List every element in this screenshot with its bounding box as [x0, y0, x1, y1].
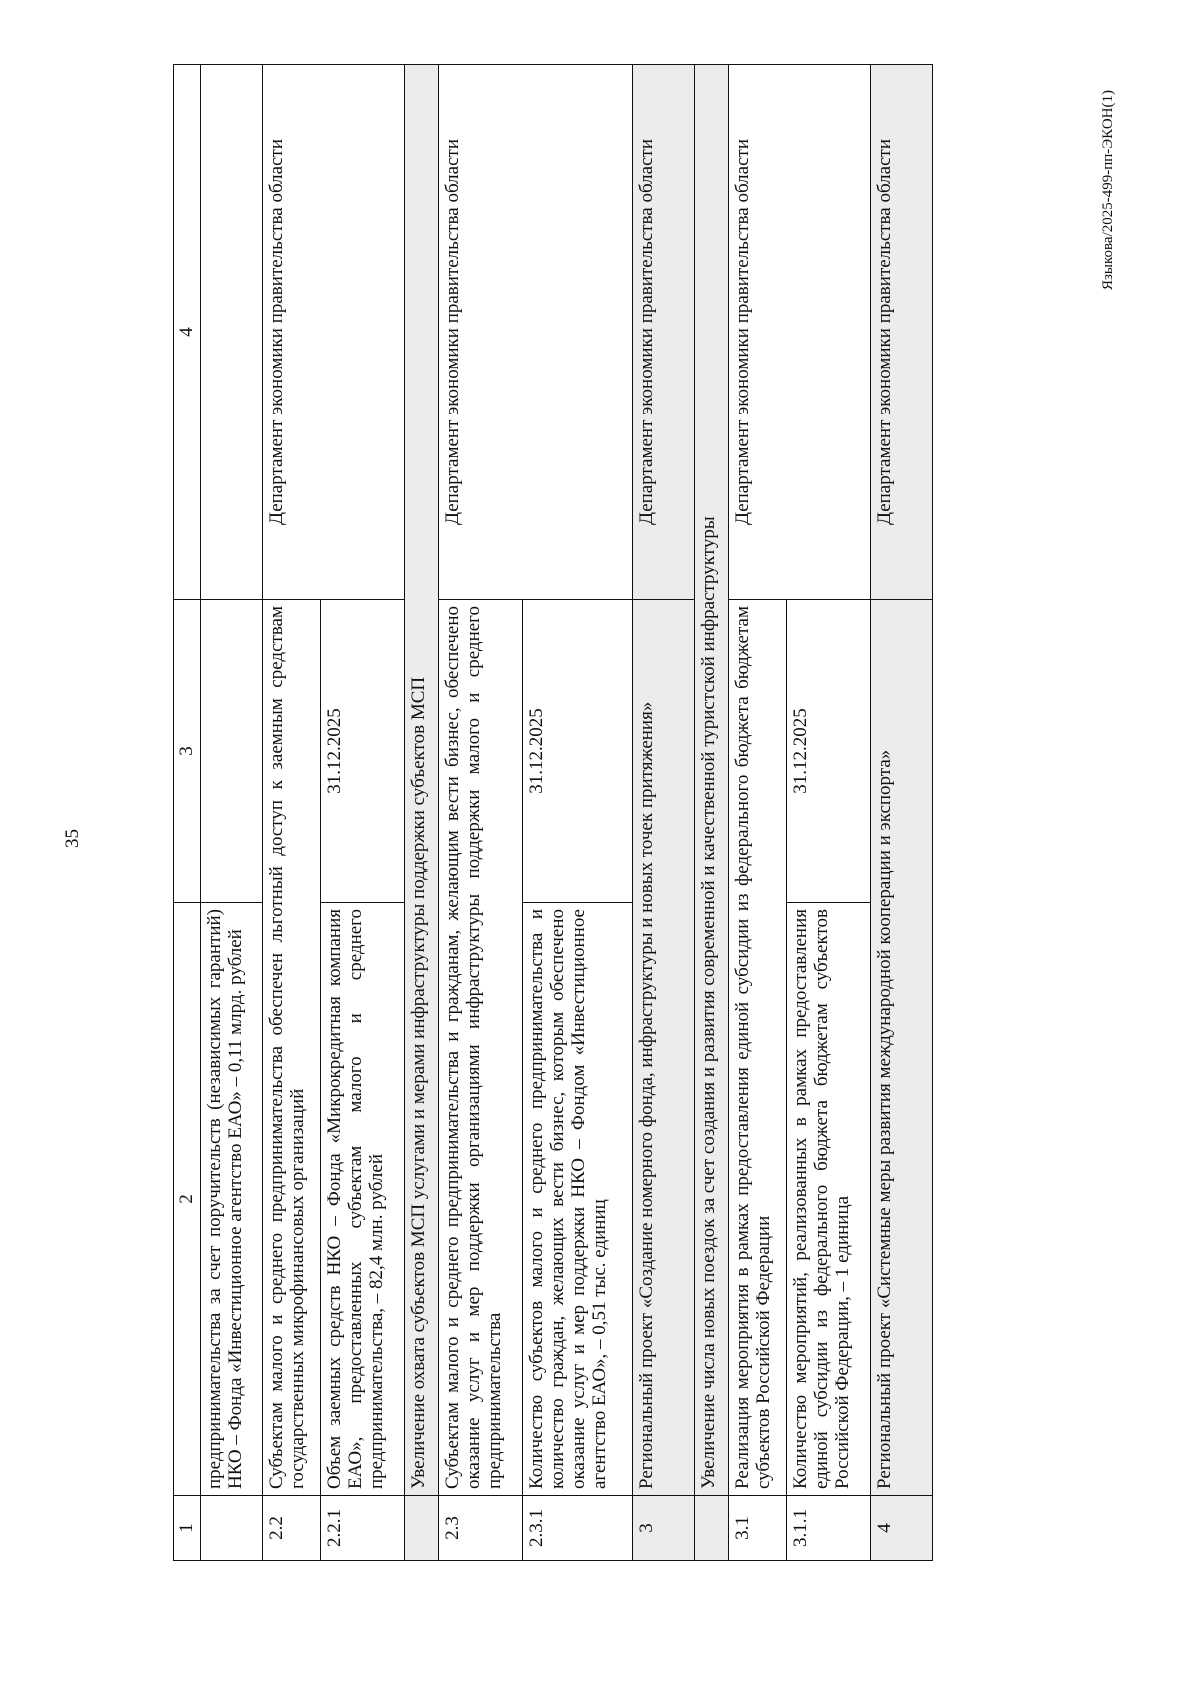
page-number: 35 [62, 829, 83, 848]
row-deadline [201, 600, 263, 903]
row-number: 3.1.1 [787, 1496, 871, 1561]
task-responsible: Департамент экономики правительства области [263, 65, 405, 600]
row-number: 2.3 [439, 1496, 523, 1561]
row-deadline: 31.12.2025 [321, 600, 405, 903]
task-text: Реализация мероприятия в рамках предоставления единой субсидии из федерального бюджета бюджетам субъектов Российской Федерации [729, 600, 787, 1496]
row-number: 4 [871, 1496, 933, 1561]
row-number: 2.2.1 [321, 1496, 405, 1561]
plan-table [173, 64, 933, 1561]
table-row-task [263, 65, 321, 1561]
project-text: Региональный проект «Создание номерного фонда, инфраструктуры и новых точек притяжения» [633, 600, 695, 1496]
table-row-task [439, 65, 523, 1561]
table-row-section [695, 65, 729, 1561]
table-row-section [405, 65, 439, 1561]
row-number: 2.3.1 [523, 1496, 633, 1561]
rotated-table-container [173, 117, 1066, 1561]
section-text: Увеличение охвата субъектов МСП услугами и мерами инфраструктуры поддержки субъектов МСП [405, 65, 439, 1496]
row-number: 3.1 [729, 1496, 787, 1561]
row-number [405, 1496, 439, 1561]
row-responsible [201, 65, 263, 600]
header-col-4: 4 [174, 65, 201, 600]
task-responsible: Департамент экономики правительства области [439, 65, 633, 600]
row-text: Объем заемных средств НКО – Фонда «Микрокредитная компания ЕАО», предоставленных субъектам малого и среднего предпринимательства, – 82,4 млн. рублей [321, 903, 405, 1496]
header-col-3: 3 [174, 600, 201, 903]
table-row-project [633, 65, 695, 1561]
table-header-row [174, 65, 201, 1561]
row-number: 3 [633, 1496, 695, 1561]
header-col-2: 2 [174, 903, 201, 1496]
table-row-continuation [201, 65, 263, 1561]
row-deadline: 31.12.2025 [523, 600, 633, 903]
table-row-task [729, 65, 787, 1561]
header-col-1: 1 [174, 1496, 201, 1561]
table-row-project [871, 65, 933, 1561]
row-deadline: 31.12.2025 [787, 600, 871, 903]
project-text: Региональный проект «Системные меры развития международной кооперации и экспорта» [871, 600, 933, 1496]
row-text: предпринимательства за счет поручительств (независимых гарантий) НКО – Фонда «Инвестиционное агентство ЕАО» – 0,11 млрд. рублей [201, 903, 263, 1496]
row-text: Количество субъектов малого и среднего предпринимательства и количество граждан, желающих вести бизнес, которым обеспечено оказание услуг и мер поддержки НКО – Фондом «Инвестиционное агентство ЕАО», – 0,51 тыс. единиц [523, 903, 633, 1496]
task-text: Субъектам малого и среднего предпринимательства обеспечен льготный доступ к заемным средствам государственных микрофинансовых организаций [263, 600, 321, 1496]
row-number [201, 1496, 263, 1561]
document-footer-code: Языкова/2025-499-пп-ЭКОН(1) [1100, 90, 1116, 290]
task-responsible: Департамент экономики правительства области [729, 65, 871, 600]
row-text: Количество мероприятий, реализованных в рамках предоставления единой субсидии из федерального бюджета бюджетам субъектов Российской Федерации, – 1 единица [787, 903, 871, 1496]
row-number: 2.2 [263, 1496, 321, 1561]
row-number [695, 1496, 729, 1561]
project-responsible: Департамент экономики правительства области [871, 65, 933, 600]
task-text: Субъектам малого и среднего предпринимательства и гражданам, желающим вести бизнес, обеспечено оказание услуг и мер поддержки организациями инфраструктуры поддержки малого и среднего предпринимательства [439, 600, 523, 1496]
section-text: Увеличение числа новых поездок за счет создания и развития современной и качественной туристской инфраструктуры [695, 65, 729, 1496]
project-responsible: Департамент экономики правительства области [633, 65, 695, 600]
